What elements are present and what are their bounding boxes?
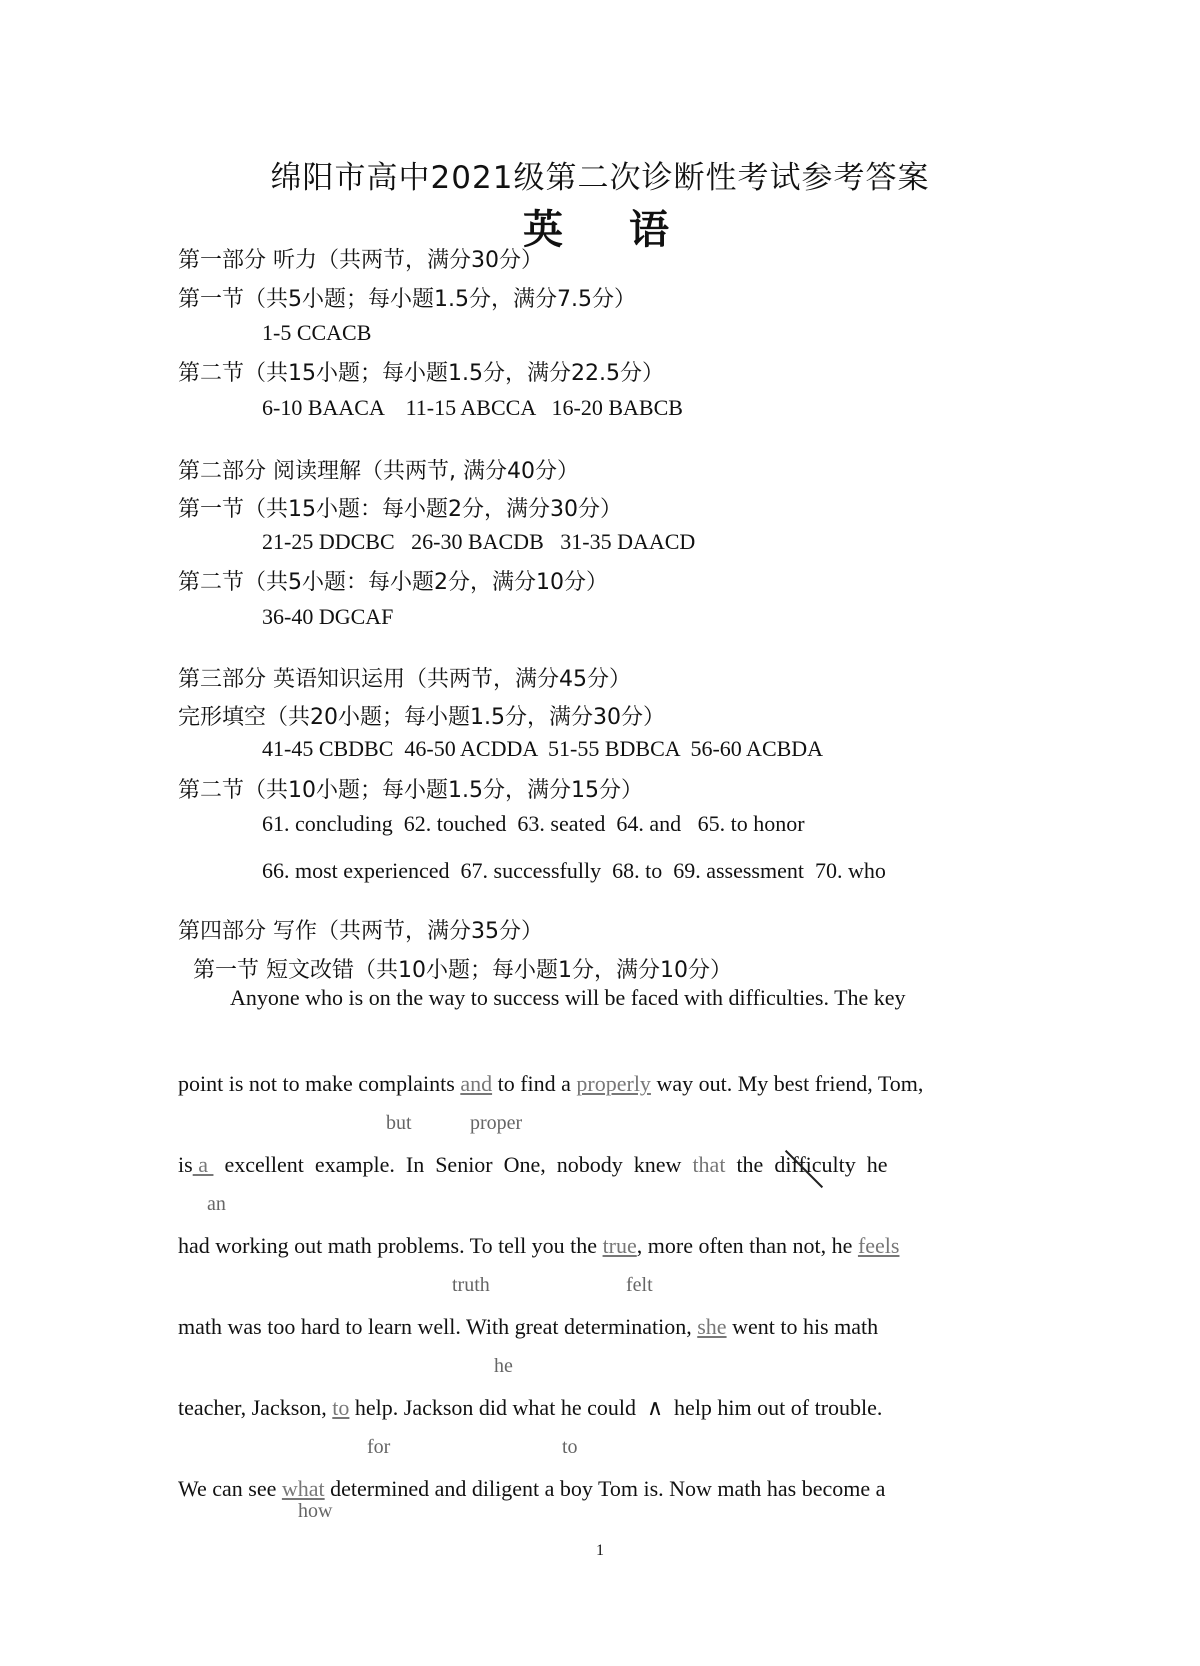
passage-text: help. Jackson did what he could ∧ help him out of trouble. — [349, 1395, 883, 1420]
part1-sec1-answers: 1-5 CCACB — [262, 320, 372, 345]
correction-word: to — [562, 1436, 578, 1458]
error-word: a — [192, 1152, 214, 1177]
error-word: properly — [576, 1071, 651, 1096]
part4-sec1-heading: 第一节 短文改错（共10小题；每小题1分，满分10分） — [193, 958, 732, 983]
part3-sec1-answers: 41-45 CBDBC 46-50 ACDDA 51-55 BDBCA 56-60 ACBDA — [262, 736, 824, 761]
correction-word: proper — [470, 1112, 523, 1134]
passage-text: teacher, Jackson, — [178, 1395, 333, 1420]
document-title: 绵阳市高中2021级第二次诊断性考试参考答案 — [270, 160, 930, 196]
part1-sec2-heading: 第二节（共15小题；每小题1.5分，满分22.5分） — [178, 361, 664, 386]
error-word: to — [332, 1395, 350, 1420]
passage-line-3 — [178, 1152, 888, 1178]
correction-word: how — [298, 1500, 333, 1522]
part3-sec2-answers-row1: 61. concluding 62. touched 63. seated 64. and 65. to honor — [262, 811, 805, 836]
part3-sec1-heading: 完形填空（共20小题；每小题1.5分，满分30分） — [178, 705, 665, 730]
passage-text: point is not to make complaints — [178, 1071, 461, 1096]
passage-text: excellent example. In Senior One, nobody knew — [213, 1152, 693, 1177]
error-word: true — [602, 1233, 637, 1258]
passage-line-2 — [178, 1071, 923, 1097]
part2-sec2-heading: 第二节（共5小题：每小题2分，满分10分） — [178, 570, 608, 595]
part2-heading: 第二部分 阅读理解（共两节, 满分40分） — [178, 459, 579, 484]
passage-line-7 — [178, 1476, 885, 1502]
subject-title: 英 语 — [523, 207, 695, 253]
part2-sec1-heading: 第一节（共15小题：每小题2分，满分30分） — [178, 497, 622, 522]
passage-line-6 — [178, 1395, 882, 1421]
passage-text: went to his math — [726, 1314, 879, 1339]
part2-sec2-answers: 36-40 DGCAF — [262, 604, 394, 629]
passage-text: math was too hard to learn well. With great determination, — [178, 1314, 698, 1339]
error-word: feels — [857, 1233, 900, 1258]
passage-line-5 — [178, 1314, 878, 1340]
part1-heading: 第一部分 听力（共两节，满分30分） — [178, 248, 543, 273]
page-number: 1 — [596, 1542, 604, 1559]
passage-text: had working out math problems. To tell you the — [178, 1233, 603, 1258]
correction-word: he — [494, 1355, 513, 1377]
error-word: what — [281, 1476, 325, 1501]
error-word: she — [697, 1314, 727, 1339]
passage-text: to find a — [492, 1071, 577, 1096]
correction-word: but — [386, 1112, 412, 1134]
part4-heading: 第四部分 写作（共两节，满分35分） — [178, 919, 543, 944]
deleted-word: that — [692, 1152, 726, 1177]
part3-sec2-heading: 第二节（共10小题；每小题1.5分，满分15分） — [178, 778, 643, 803]
passage-text: , more often than not, he — [636, 1233, 858, 1258]
passage-text: way out. My best friend, Tom, — [650, 1071, 924, 1096]
passage-line-4 — [178, 1233, 899, 1259]
correction-word: for — [367, 1436, 391, 1458]
passage-text: the difficulty he — [725, 1152, 888, 1177]
passage-line-1 — [178, 985, 1014, 1011]
passage-text: is — [178, 1152, 193, 1177]
passage-text: We can see — [178, 1476, 282, 1501]
correction-word: felt — [626, 1274, 653, 1296]
part3-heading: 第三部分 英语知识运用（共两节，满分45分） — [178, 667, 631, 692]
passage-text: determined and diligent a boy Tom is. Now math has become a — [324, 1476, 886, 1501]
error-word: and — [460, 1071, 493, 1096]
part1-sec2-answers: 6-10 BAACA 11-15 ABCCA 16-20 BABCB — [262, 395, 683, 420]
correction-word: an — [207, 1193, 226, 1215]
part2-sec1-answers: 21-25 DDCBC 26-30 BACDB 31-35 DAACD — [262, 529, 696, 554]
part1-sec1-heading: 第一节（共5小题；每小题1.5分，满分7.5分） — [178, 287, 636, 312]
passage-text: Anyone who is on the way to success will be faced with difficulties. The key — [230, 985, 906, 1010]
correction-word: truth — [452, 1274, 490, 1296]
part3-sec2-answers-row2: 66. most experienced 67. successfully 68. to 69. assessment 70. who — [262, 858, 886, 883]
